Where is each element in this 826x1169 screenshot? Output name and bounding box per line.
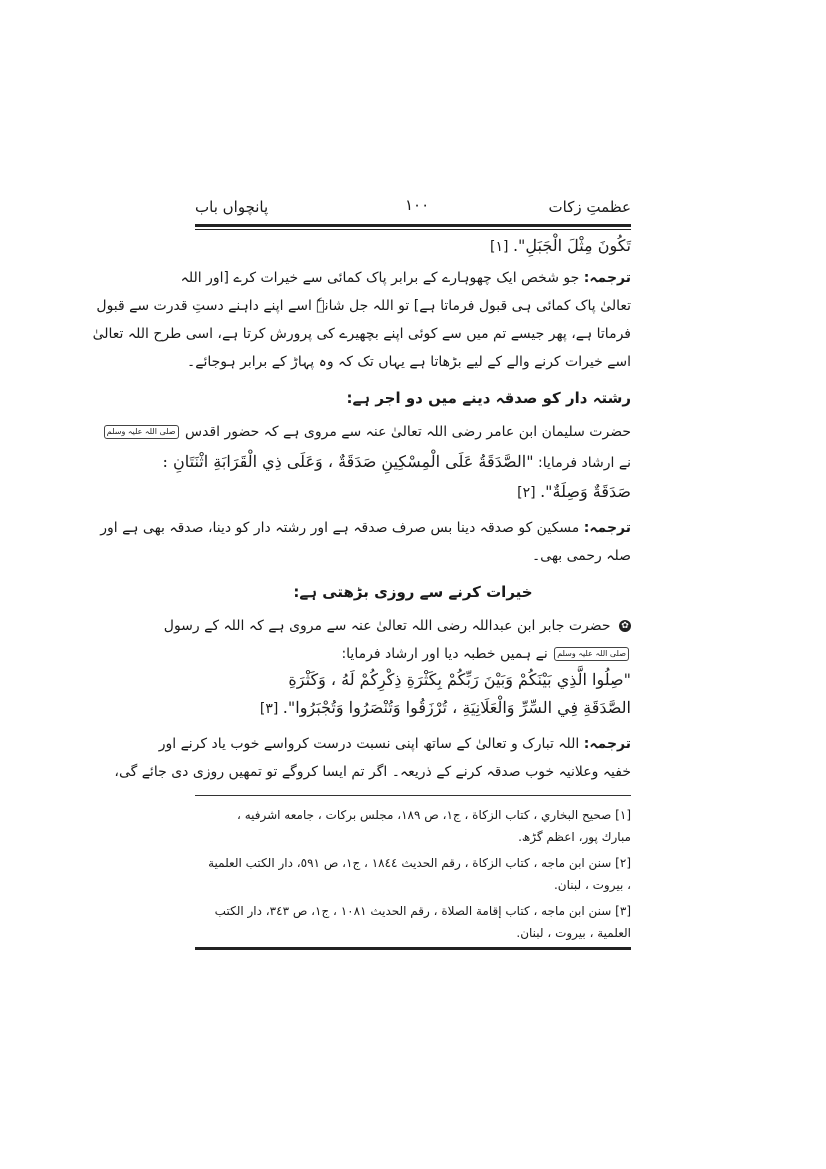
translation1-line: فرماتا ہے، پھر جیسے تم میں سے کوئی اپنے بچھیرے کی پرورش کرتا ہے، اسی طرح اللہ تعالیٰ: [92, 326, 631, 342]
footnote-separator: [195, 795, 631, 796]
translation1-line: اسے خیرات کرنے والے کے لیے بڑھاتا ہے یہاں تک کہ وہ پہاڑ کے برابر ہوجائے۔: [187, 354, 631, 370]
translation-label: ترجمہ:: [583, 736, 631, 752]
salutation-glyph: صلی اللہ علیہ وسلم: [554, 647, 629, 661]
hadith3-text: الصَّدَقَةِ فِي السِّرِّ وَالْعَلَانِيَةِ ، تُرْزَقُوا وَتُنْصَرُوا وَتُجْبَرُوا". [٣]: [195, 694, 631, 723]
hadith3-narration: صلی اللہ علیہ وسلم نے ہمیں خطبہ دیا اور ارشاد فرمایا:: [195, 640, 631, 668]
footnote-3-cont: العلمية ، بيروت ، لبنان.: [516, 926, 631, 940]
page-header: [195, 198, 631, 222]
translation-label: ترجمہ:: [583, 270, 631, 286]
header-rule-thick: [195, 224, 631, 227]
footnote-ref-3[interactable]: [٣]: [259, 701, 279, 717]
footnote-ref-1[interactable]: [١]: [490, 239, 509, 255]
footnote-2-cont: ، بيروت ، لبنان.: [553, 878, 631, 892]
translation2-line: ترجمہ: مسکین کو صدقہ دینا بس صرف صدقہ ہے اور رشتہ دار کو دینا، صدقہ بھی ہے اور: [100, 520, 631, 536]
book-title: عظمتِ زکات: [548, 198, 631, 216]
translation3-line: خفیہ وعلانیہ خوب صدقہ کرنے کے ذریعہ۔ اگر تم ایسا کروگے تو تمھیں روزی دی جائے گی،: [114, 764, 631, 780]
hadith2-text: نے ارشاد فرمایا: "الصَّدَقَةُ عَلَى الْمِسْكِينِ صَدَقَةٌ ، وَعَلَى ذِي الْقَرَابَةِ اثْنَتَانِ :: [162, 452, 631, 471]
translation1-line: تعالیٰ پاک کمائی ہی قبول فرماتا ہے] تو اللہ جل شانہٗ اسے اپنے داہنے دستِ قدرت سے قبول: [96, 298, 631, 314]
page-number: ۱۰۰: [405, 196, 430, 214]
footnote-1-cont: مبارك پور، اعظم گڑھ.: [518, 830, 631, 844]
footnote-3: [٣] سنن ابن ماجه ، كتاب إقامة الصلاة ، رقم الحديث ١٠٨١ ، ج١، ص ٣٤٣، دار الكتب: [214, 904, 631, 918]
header-rule-thin: [195, 229, 631, 230]
book-page: [92, 192, 631, 952]
chapter-title: پانچواں باب: [195, 198, 269, 216]
translation3-line: ترجمہ: اللہ تبارک و تعالیٰ کے ساتھ اپنی نسبت درست کرواسے خوب یاد کرنے اور: [158, 736, 631, 752]
flower-bullet-icon: ✿: [619, 620, 631, 632]
hadith1-arabic-end: تَكُونَ مِثْلَ الْجَبَلِ". [١]: [195, 232, 631, 261]
hadith3-narration: ✿ حضرت جابر ابن عبداللہ رضی اللہ تعالیٰ عنہ سے مروی ہے کہ اللہ کے رسول: [195, 612, 631, 640]
section-heading-relatives: رشتہ دار کو صدقہ دینے میں دو اجر ہے:: [346, 389, 631, 407]
footer-rule: [195, 947, 631, 950]
footnote-2: [٢] سنن ابن ماجه ، كتاب الزكاة ، رقم الحديث ١٨٤٤ ، ج١، ص ٥٩١، دار الكتب العلمية: [208, 856, 631, 870]
section-heading-sustenance: خیرات کرنے سے روزی بڑھتی ہے:: [293, 583, 533, 601]
translation2-line: صلہ رحمی بھی۔: [531, 548, 631, 564]
translation-label: ترجمہ:: [583, 520, 631, 536]
salutation-glyph: صلی اللہ علیہ وسلم: [104, 425, 179, 439]
hadith3-text: "صِلُوا الَّذِي بَيْنَكُمْ وَبَيْنَ رَبِّكُمْ بِكَثْرَةِ ذِكْرِكُمْ لَهُ ، وَكَثْرَةِ: [288, 670, 631, 689]
hadith2-narration: حضرت سلیمان ابن عامر رضی اللہ تعالیٰ عنہ سے مروی ہے کہ حضور اقدس صلی اللہ علیہ وسلم: [195, 418, 631, 446]
hadith2-text: صَدَقَةٌ وَصِلَةٌ". [٢]: [195, 478, 631, 507]
translation1-line: ترجمہ: جو شخص ایک چھوہارے کے برابر پاک کمائی سے خیرات کرے [اور اللہ: [180, 270, 631, 286]
footnote-ref-2[interactable]: [٢]: [517, 485, 536, 501]
footnote-1: [١] صحيح البخاري ، كتاب الزكاة ، ج١، ص ١٨٩، مجلس بركات ، جامعه اشرفيه ،: [237, 808, 631, 822]
